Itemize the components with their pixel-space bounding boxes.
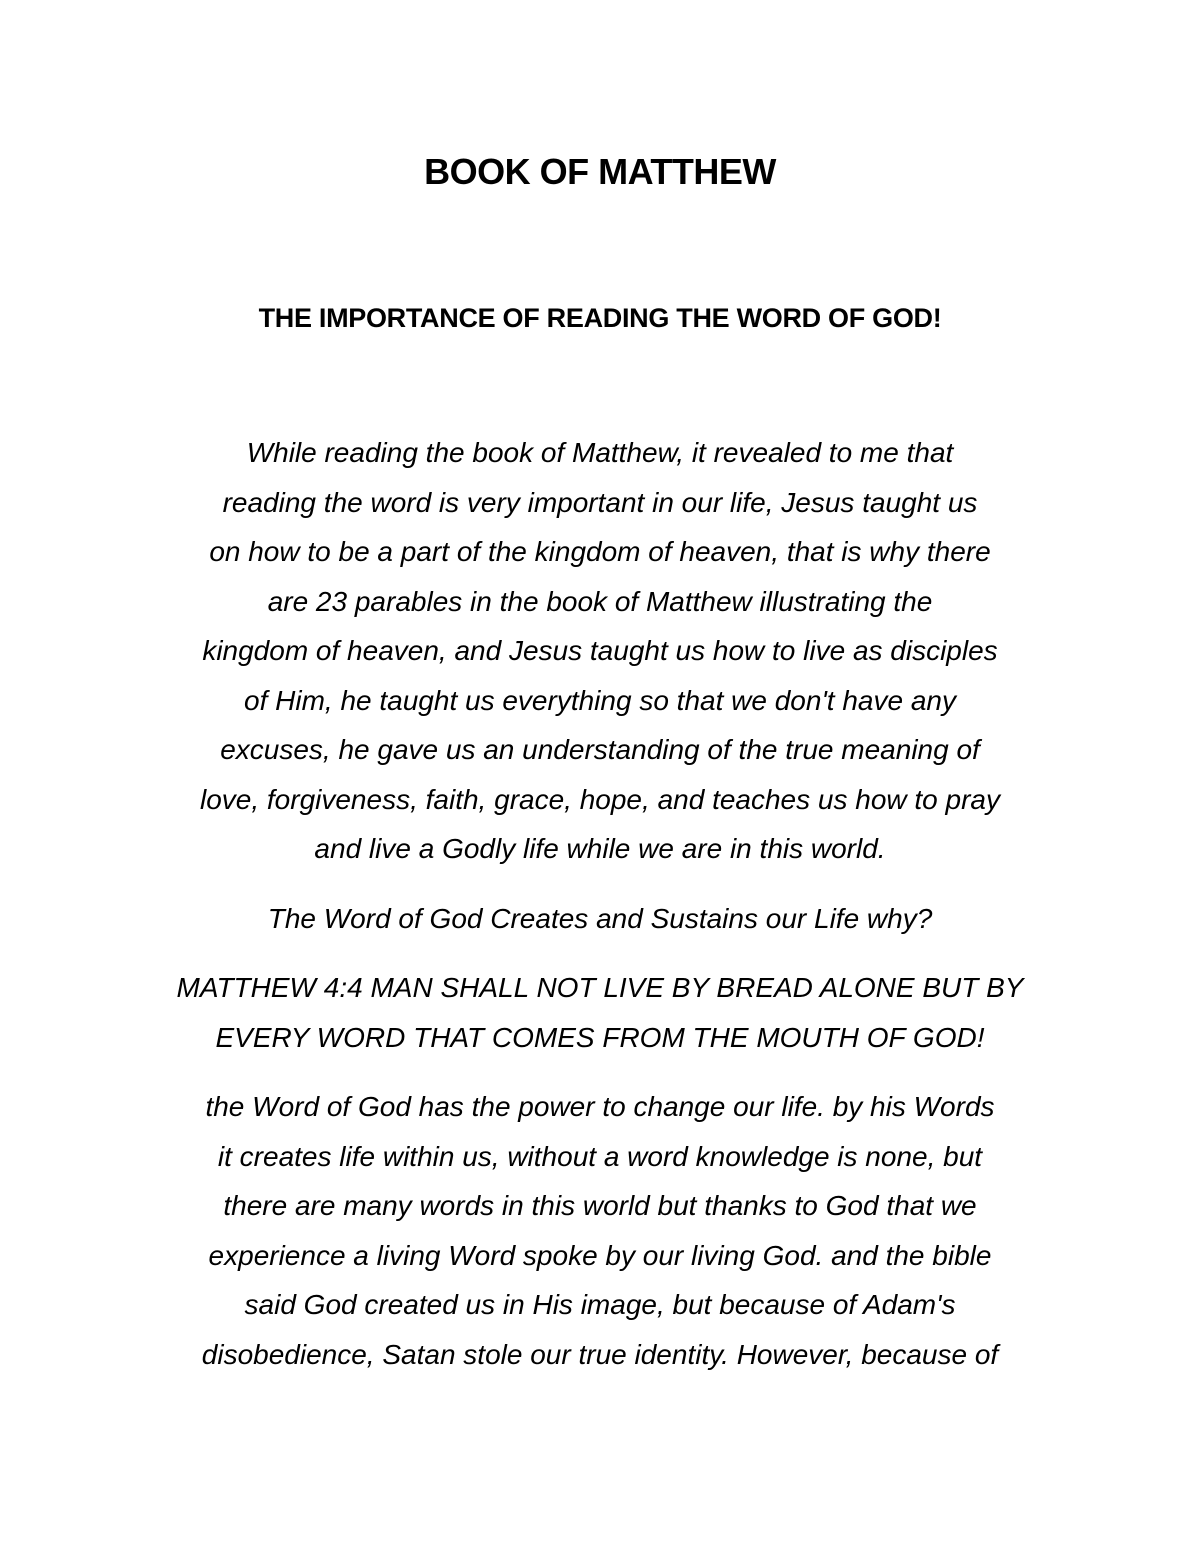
paragraph-line: are 23 parables in the book of Matthew illustrating the xyxy=(267,585,933,617)
paragraph-line: love, forgiveness, faith, grace, hope, and teaches us how to pray xyxy=(199,783,1001,815)
paragraph-3-scripture-quote xyxy=(130,963,1070,1062)
paragraph-line: MATTHEW 4:4 MAN SHALL NOT LIVE BY BREAD ALONE BUT BY xyxy=(176,972,1024,1003)
paragraph-line: there are many words in this world but thanks to God that we xyxy=(223,1190,977,1221)
paragraph-line: experience a living Word spoke by our living God. and the bible xyxy=(208,1239,992,1271)
paragraph-4 xyxy=(130,1082,1070,1379)
document-subtitle: THE IMPORTANCE OF READING THE WORD OF GOD! xyxy=(258,303,942,333)
paragraph-line: the Word of God has the power to change our life. by his Words xyxy=(205,1091,995,1122)
paragraph-line: kingdom of heaven, and Jesus taught us how to live as disciples xyxy=(202,635,998,666)
paragraph-line: While reading the book of Matthew, it revealed to me that xyxy=(246,437,954,468)
paragraph-line: and live a Godly life while we are in this world. xyxy=(314,833,886,864)
paragraph-line: it creates life within us, without a word knowledge is none, but xyxy=(217,1140,983,1172)
paragraph-line: reading the word is very important in our life, Jesus taught us xyxy=(222,486,978,518)
paragraph-line: excuses, he gave us an understanding of the true meaning of xyxy=(220,734,980,765)
paragraph-line: said God created us in His image, but because of Adam's xyxy=(244,1289,956,1320)
paragraph-line: EVERY WORD THAT COMES FROM THE MOUTH OF GOD! xyxy=(215,1021,985,1053)
paragraph-line: of Him, he taught us everything so that we don't have any xyxy=(244,684,956,716)
paragraph-1 xyxy=(130,428,1070,874)
document-title: BOOK OF MATTHEW xyxy=(424,151,776,192)
paragraph-line: disobedience, Satan stole our true identity. However, because of xyxy=(201,1338,999,1370)
paragraph-line: The Word of God Creates and Sustains our Life why? xyxy=(267,902,933,934)
paragraph-line: on how to be a part of the kingdom of heaven, that is why there xyxy=(209,536,991,567)
paragraph-2 xyxy=(130,894,1070,944)
document-body xyxy=(130,428,1070,1379)
